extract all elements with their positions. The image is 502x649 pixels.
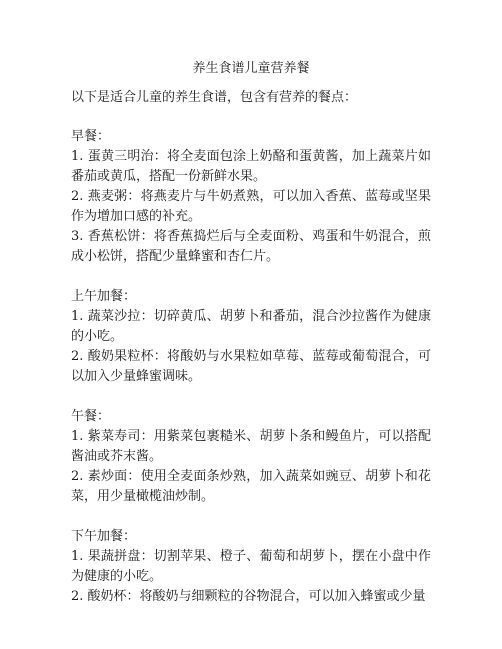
section-heading: 早餐： — [71, 129, 111, 144]
item-text: 果蔬拼盘：切割苹果、橙子、葡萄和胡萝卜，摆在小盘中作为健康的小吃。 — [71, 549, 431, 584]
item-number: 3. — [71, 229, 84, 244]
list-item — [71, 347, 431, 387]
list-item — [71, 307, 431, 347]
item-text: 酸奶杯：将酸奶与细颗粒的谷物混合，可以加入蜂蜜或少量 — [87, 589, 426, 604]
item-text: 香蕉松饼：将香蕉捣烂后与全麦面粉、鸡蛋和牛奶混合，煎成小松饼，搭配少量蜂蜜和杏仁片。 — [71, 229, 431, 264]
item-text: 蛋黄三明治：将全麦面包涂上奶酪和蛋黄酱，加上蔬菜片如番茄或黄瓜，搭配一份新鲜水果。 — [71, 149, 431, 184]
section-afternoon-snack — [71, 527, 431, 607]
item-text: 紫菜寿司：用紫菜包裹糙米、胡萝卜条和鳗鱼片，可以搭配酱油或芥末酱。 — [71, 429, 431, 464]
item-text: 酸奶果粒杯：将酸奶与水果粒如草莓、蓝莓或葡萄混合，可以加入少量蜂蜜调味。 — [71, 349, 431, 384]
item-text: 燕麦粥：将燕麦片与牛奶煮熟，可以加入香蕉、蓝莓或坚果作为增加口感的补充。 — [71, 189, 431, 224]
list-item — [71, 547, 431, 587]
list-item — [71, 227, 431, 267]
section-morning-snack — [71, 287, 431, 387]
item-text: 蔬菜沙拉：切碎黄瓜、胡萝卜和番茄，混合沙拉酱作为健康的小吃。 — [71, 309, 431, 344]
intro-paragraph: 以下是适合儿童的养生食谱，包含有营养的餐点： — [71, 90, 358, 105]
list-item — [71, 427, 431, 467]
item-number: 2. — [71, 589, 84, 604]
list-item — [71, 467, 431, 507]
section-heading: 上午加餐： — [71, 289, 137, 304]
item-number: 2. — [71, 469, 84, 484]
item-number: 2. — [71, 349, 84, 364]
document-body — [71, 127, 431, 627]
item-number: 1. — [71, 149, 84, 164]
list-item — [71, 587, 431, 607]
item-number: 1. — [71, 309, 84, 324]
section-breakfast — [71, 127, 431, 267]
section-lunch — [71, 407, 431, 507]
list-item — [71, 147, 431, 187]
document-title: 养生食谱儿童营养餐 — [192, 61, 310, 76]
item-number: 2. — [71, 189, 84, 204]
item-number: 1. — [71, 549, 84, 564]
item-text: 素炒面：使用全麦面条炒熟，加入蔬菜如豌豆、胡萝卜和花菜，用少量橄榄油炒制。 — [71, 469, 431, 504]
item-number: 1. — [71, 429, 84, 444]
section-heading: 下午加餐： — [71, 529, 137, 544]
section-heading: 午餐： — [71, 409, 111, 424]
list-item — [71, 187, 431, 227]
